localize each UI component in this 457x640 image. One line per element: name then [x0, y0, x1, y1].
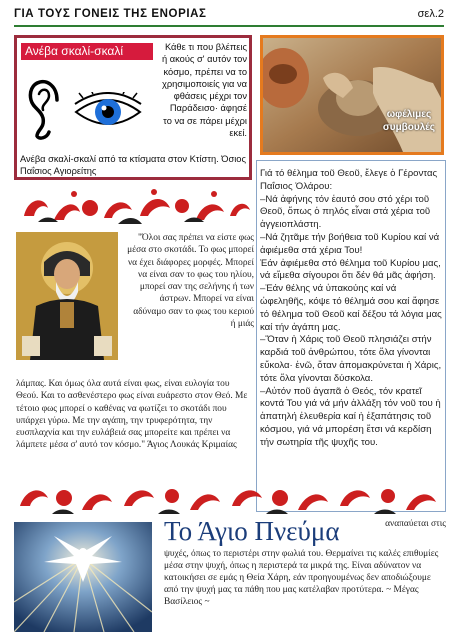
- advice-paragraph: –Ἐάν θέλης νά ὑπακούης καί νά ὠφεληθῆς, κόψε τό θέλημά σου καί ἄφησε τό θέλημα τοῦ Θεοῦ καί δέξου τά λόγια μας καί τήν ἀγάπη μας.: [260, 283, 442, 333]
- holy-spirit-text: ψυχές, όπως το περιστέρι στην φωλιά του. Θερμαίνει τις καλές επιθυμίες μέσα στην ψυχή, όπως η περιστερά τα μικρά της. Είναι αδύνατον να κατοικήσει σε εμάς η Θεία Χάρη, εάν προηγουμένως δεν αποδιώξουμε από την ψυχή μας τα πάθη που μας κατέλαβαν προτύτερα. ~ Μέγας Βασίλειος ~: [164, 549, 439, 608]
- advice-paragraph: –Ὅταν ἡ Χάρις τοῦ Θεοῦ πλησιάζει στήν καρδιά τοῦ ἀνθρώπου, τότε ὅλα γίνονται εὔκολα· ἐνῶ, ὅταν ἀπομακρύνεται ἡ Χάρις, τότε ὅλα γίνονται δύσκολα.: [260, 334, 442, 384]
- box-quote: Κάθε τι που βλέπεις ή ακούς σ' αυτόν τον κόσμο, πρέπει να το χρησιμοποιείς για να φθάσεις μέχρι τον Παράδεισο· άφησέ το να σε πάρει μέχρι εκεί.: [161, 42, 247, 139]
- step-by-step-box: [14, 35, 252, 180]
- potter-image-box: [260, 35, 444, 155]
- newsletter-title: ΓΙΑ ΤΟΥΣ ΓΟΝΕΙΣ ΤΗΣ ΕΝΟΡΙΑΣ: [14, 8, 207, 20]
- image-caption: [383, 108, 435, 134]
- advice-column: [260, 168, 444, 450]
- advice-paragraph: –Νά ζητᾶμε τήν βοήθεια τοῦ Κυρίου καί νά ἀφιέμεθα στά χέρια Του!: [260, 231, 440, 256]
- box-title-badge: Ανέβα σκαλί-σκαλί: [21, 43, 153, 60]
- saint-luke-icon-image: [16, 232, 118, 360]
- potter-hands-image: [263, 38, 441, 152]
- advice-paragraph: Ἐάν ἀφιέμεθα στό θέλημα τοῦ Κυρίου μας, νά εἴμεθα σίγουροι ὅτι δέν θά μᾶς ἀφήση.: [260, 257, 441, 282]
- floral-ornament: [14, 186, 252, 228]
- saint-quote: "Όλοι σας πρέπει να είστε φως μέσα στο σκοτάδι. Το φως μπορεί να έχει διάφορες μορφές. Μπορεί να είναι σαν το φως του ηλίου, μπορεί σαν της σελήνης ή των άστρων. Μπορεί να είναι αδύναμο σαν το φως του κεριού ή μιάς: [127, 233, 254, 330]
- holy-spirit-text-start: αναπαύεται στις: [385, 519, 446, 529]
- eye-icon: [73, 92, 143, 132]
- caption-line-1: ωφέλιμες: [386, 109, 432, 120]
- floral-ornament-wide: [12, 478, 447, 518]
- page-number: σελ.2: [417, 8, 444, 20]
- page-header: [14, 6, 444, 26]
- box-quote-end: Ανέβα σκαλί-σκαλί από τα κτίσματα στον Κτίστη. Όσιος Παΐσιος Αγιορείτης: [20, 154, 246, 177]
- advice-paragraph: –Αὐτόν ποῦ ἀγαπᾶ ὁ Θεός, τόν κρατεῖ κοντά Του γιά νά μήν ἀλλάξη τόν νοῦ του ἡ ἀπατηλή ἐλευθερία καί ἡ ἐξαπάτησις τοῦ κόσμου, γιά νά μπορέση ἔτσι νά κερδίση τήν σωτηρία τῆς ψυχῆς του.: [260, 385, 441, 448]
- holy-spirit-dove-image: [14, 522, 152, 632]
- saint-quote-end: λάμπας. Και όμως όλα αυτά είναι φως, είναι ευλογία του Θεού. Και το ασθενέστερο φως είναι ευάρεστο στον Θεό. Με τέτοιο φως μπορεί ο καθένας να φωτίζει το σκοτάδι που υπάρχει γύρω. Με την αγάπη, την τρυφερότητα, την ευσπλαχνία και την ευλάβειά σας μπορείτε και πρέπει να λάμπετε μέσα σ' αυτό τον κόσμο." Άγιος Λουκάς Κριμαίας: [16, 379, 248, 451]
- header-divider: [14, 25, 444, 27]
- caption-line-2: συμβουλές: [382, 122, 435, 133]
- advice-paragraph: Γιά τό θέλημα τοῦ Θεοῦ, ἔλεγε ὁ Γέροντας Παΐσιος Ὀλάρου:: [260, 168, 438, 192]
- advice-paragraph: –Νά ἀφήνης τόν ἑαυτό σου στό χέρι τοῦ Θεοῦ, ὅπως ὁ πηλός εἶναι στά χέρια τοῦ ἀγγειοπλάστη.: [260, 193, 431, 231]
- holy-spirit-title: Το Άγιο Πνεύμα: [164, 516, 340, 546]
- ear-icon: [27, 78, 67, 140]
